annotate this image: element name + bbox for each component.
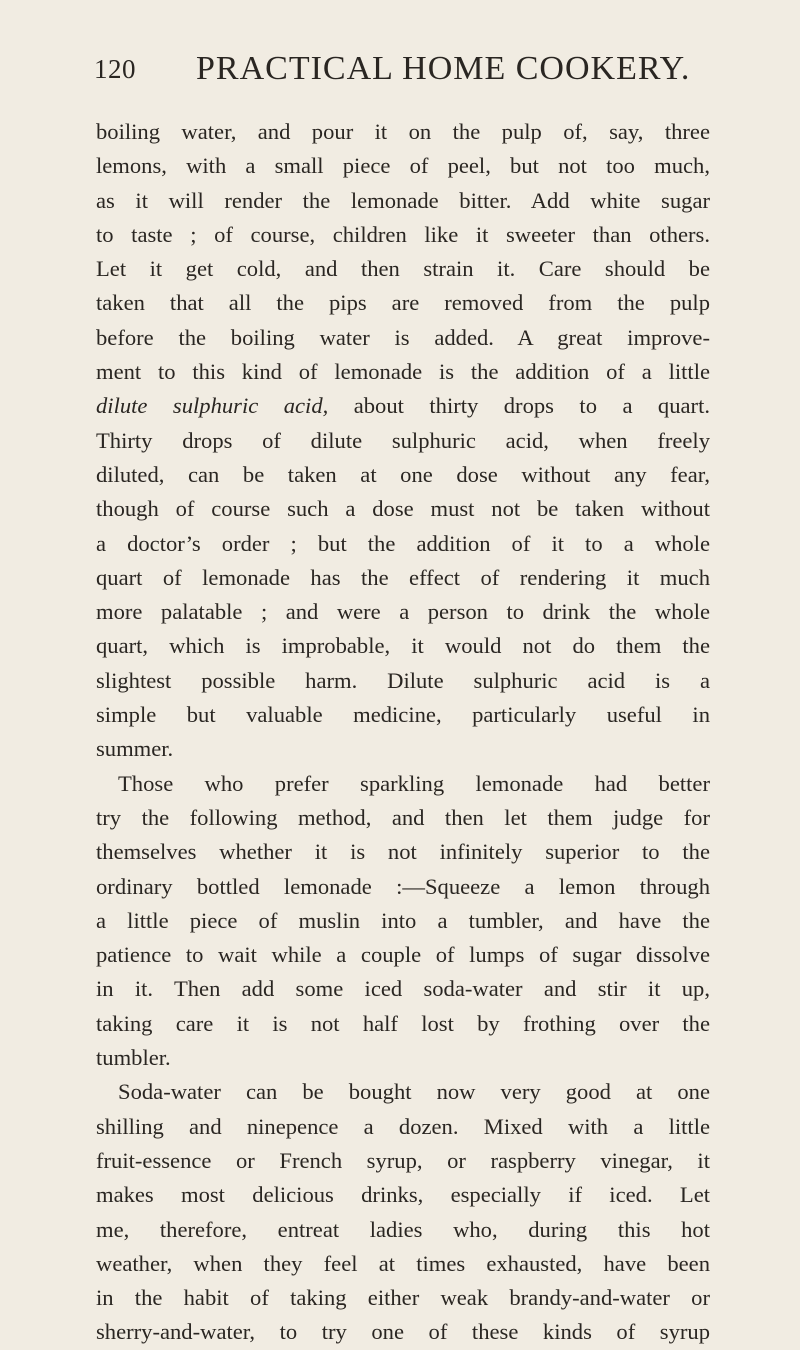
text-line: Soda-water can be bought now very good at one [118,1079,710,1105]
text-line: shilling and ninepence a dozen. Mixed with a little [96,1113,710,1139]
text-line: Let it get cold, and then strain it. Care should be [96,256,710,282]
text-line: ment to this kind of lemonade is the addition of a little [96,359,710,385]
text-line: Those who prefer sparkling lemonade had better [118,770,710,796]
text-line: though of course such a dose must not be taken without [96,496,710,522]
text-line: makes most delicious drinks, especially if iced. Let [96,1182,710,1208]
text-line: me, therefore, entreat ladies who, during this hot [96,1216,710,1242]
page-header [0,50,800,90]
text-line: Thirty drops of dilute sulphuric acid, when freely [96,427,710,453]
text-line: lemons, with a small piece of peel, but not too much, [96,153,710,179]
text-line: weather, when they feel at times exhausted, have been [96,1250,710,1276]
running-head: PRACTICAL HOME COOKERY. [196,50,691,87]
text-line: more palatable ; and were a person to drink the whole [96,599,710,625]
text-line: patience to wait while a couple of lumps of sugar dissolve [96,942,710,968]
text-line: in the habit of taking either weak brandy-and-water or [96,1285,710,1311]
text-line: as it will render the lemonade bitter. Add white sugar [96,187,710,213]
text-line: taken that all the pips are removed from the pulp [96,290,710,316]
text-line: quart, which is improbable, it would not do them the [96,633,710,659]
italic-term: dilute sulphuric acid, [96,393,329,419]
text-line: a little piece of muslin into a tumbler, and have the [96,907,710,933]
text-line: simple but valuable medicine, particularly useful in [96,702,710,728]
text-line: boiling water, and pour it on the pulp of, say, three [96,119,710,144]
text-line: summer. [96,736,174,762]
text-line: before the boiling water is added. A great improve- [96,324,710,350]
text-line-suffix: about thirty drops to a quart. [328,393,710,419]
text-line: ordinary bottled lemonade :—Squeeze a lemon through [96,873,710,899]
text-line: tumbler. [96,1045,171,1071]
text-line: diluted, can be taken at one dose without any fear, [96,461,710,487]
text-line: themselves whether it is not infinitely superior to the [96,839,710,865]
text-line: a doctor’s order ; but the addition of it to a whole [96,530,710,556]
text-line: sherry-and-water, to try one of these kinds of syrup [96,1319,710,1345]
body-text [96,115,710,1350]
text-line [96,389,710,423]
text-line: quart of lemonade has the effect of rendering it much [96,564,710,590]
text-line: try the following method, and then let them judge for [96,804,710,830]
text-line: slightest possible harm. Dilute sulphuric acid is a [96,667,710,693]
text-line: to taste ; of course, children like it sweeter than others. [96,221,710,247]
text-line: taking care it is not half lost by frothing over the [96,1010,710,1036]
text-line: fruit-essence or French syrup, or raspberry vinegar, it [96,1147,710,1173]
page-number: 120 [94,54,136,84]
text-line: in it. Then add some iced soda-water and stir it up, [96,976,710,1002]
